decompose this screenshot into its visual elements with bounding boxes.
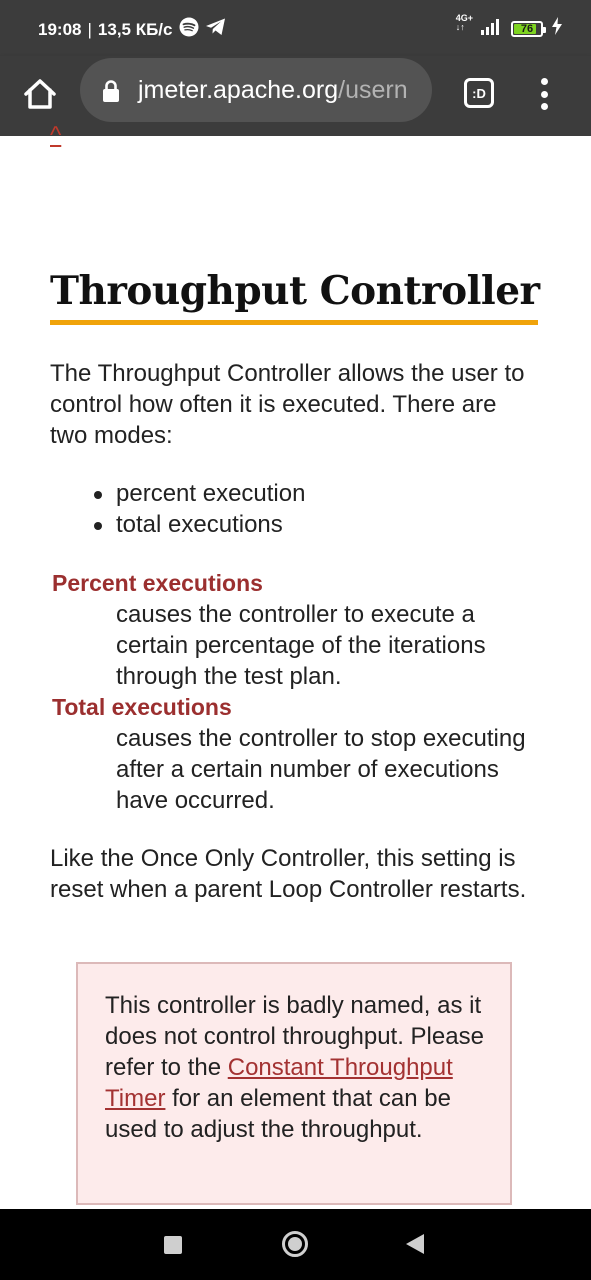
- browser-toolbar: [0, 56, 591, 136]
- constant-throughput-timer-link[interactable]: Constant Throughput Timer: [105, 1054, 453, 1112]
- back-to-top-link[interactable]: ^: [50, 122, 62, 149]
- status-left: [38, 17, 227, 42]
- network-activity-text: ↓↑: [455, 21, 465, 32]
- note-box: [76, 962, 512, 1205]
- address-bar[interactable]: [80, 58, 432, 122]
- intro-paragraph: The Throughput Controller allows the user to control how often it is executed. There are two modes:: [50, 360, 525, 449]
- definition-description: causes the controller to execute a certain percentage of the iterations through the test plan.: [116, 601, 486, 690]
- note-text-end: for an element that can be used to adjust the throughput.: [105, 1085, 451, 1143]
- recents-button[interactable]: [164, 1236, 182, 1254]
- charging-bolt-icon: [551, 17, 563, 40]
- modes-list: [94, 478, 305, 540]
- definition-description: causes the controller to stop executing after a certain number of executions have occurred.: [116, 725, 526, 814]
- reset-paragraph: Like the Once Only Controller, this setting is reset when a parent Loop Controller restarts.: [50, 845, 527, 903]
- status-speed: 13,5 КБ/с: [97, 19, 173, 39]
- back-button[interactable]: [406, 1234, 424, 1254]
- definition-term: Percent executions: [52, 570, 263, 596]
- system-nav-bar: [0, 1209, 591, 1280]
- status-right: [455, 12, 563, 40]
- status-bar: [0, 0, 591, 56]
- menu-dot-icon: [541, 91, 548, 98]
- battery-level: 76: [520, 22, 534, 35]
- url-text: [138, 76, 422, 105]
- url-domain: jmeter.apache.org: [138, 76, 339, 104]
- heading-underline: [50, 320, 538, 325]
- battery-icon: [511, 21, 543, 37]
- network-type-text: 4G+: [455, 12, 473, 23]
- url-path: /usern: [338, 76, 408, 104]
- note-text: [105, 990, 484, 1145]
- home-button[interactable]: [20, 74, 60, 114]
- mode-definitions: [52, 568, 542, 816]
- home-icon: [20, 74, 60, 114]
- signal-icon: [481, 17, 503, 40]
- lock-icon: [102, 80, 120, 107]
- menu-dot-icon: [541, 78, 548, 85]
- telegram-icon: [205, 17, 227, 42]
- tab-switcher-button[interactable]: :D: [464, 78, 494, 108]
- status-separator: |: [87, 19, 92, 39]
- overflow-menu-button[interactable]: [532, 74, 556, 114]
- network-type-label: [456, 14, 473, 32]
- system-home-button[interactable]: [282, 1231, 308, 1257]
- spotify-icon: [179, 17, 199, 42]
- menu-dot-icon: [541, 103, 548, 110]
- note-text-start: This controller is badly named, as it does not control throughput. Please refer to the: [105, 992, 484, 1081]
- list-item: percent execution: [94, 478, 305, 509]
- page-title: Throughput Controller: [50, 268, 540, 314]
- definition-term: Total executions: [52, 694, 232, 720]
- page-content: [0, 122, 591, 1209]
- list-item: total executions: [94, 509, 305, 540]
- status-time: 19:08: [38, 19, 82, 39]
